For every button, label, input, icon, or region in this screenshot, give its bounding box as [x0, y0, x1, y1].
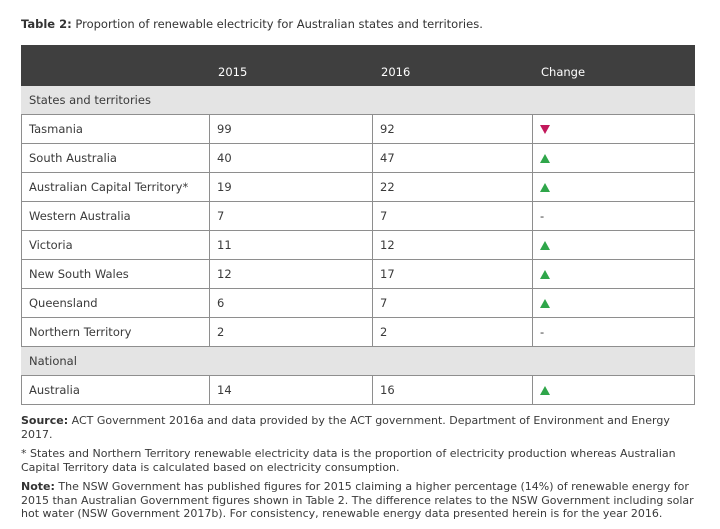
increase-triangle-icon [540, 183, 550, 192]
table-row [22, 318, 695, 347]
table-row [22, 115, 695, 144]
increase-triangle-icon [540, 241, 550, 250]
region-name-cell: New South Wales [22, 260, 210, 289]
value-2015-cell: 7 [210, 202, 373, 231]
table-row [22, 260, 695, 289]
change-cell [533, 144, 695, 173]
group-header-row [22, 347, 695, 376]
renewable-electricity-table [21, 45, 695, 405]
table-header-row [22, 46, 695, 86]
group-header-row [22, 86, 695, 115]
change-cell [533, 202, 695, 231]
value-2015-cell: 12 [210, 260, 373, 289]
region-name-cell: Victoria [22, 231, 210, 260]
increase-triangle-icon [540, 270, 550, 279]
table-row [22, 173, 695, 202]
no-change-dash: - [540, 209, 545, 223]
no-change-dash: - [540, 325, 545, 339]
region-name-cell: Tasmania [22, 115, 210, 144]
caption-text: Proportion of renewable electricity for Australian states and territories. [71, 17, 483, 31]
value-2016-cell: 2 [373, 318, 533, 347]
value-2015-cell: 2 [210, 318, 373, 347]
value-2016-cell: 7 [373, 289, 533, 318]
table-notes [21, 414, 701, 527]
change-cell [533, 115, 695, 144]
note-text: The NSW Government has published figures for 2015 claiming a higher percentage (14%) of renewable energy for 2015 than Australian Government figures shown in Table 2. The difference relates to the NSW Government including solar hot water (NSW Government 2017b). For consistency, renewable energy data presented herein is for the year 2016. [21, 480, 694, 520]
group-title: National [22, 347, 695, 376]
source-label: Source: [21, 414, 69, 427]
source-text: ACT Government 2016a and data provided by the ACT government. Department of Environment and Energy 2017. [21, 414, 670, 441]
header-cell-name [22, 46, 210, 86]
table-row [22, 231, 695, 260]
header-cell-2015: 2015 [210, 46, 373, 86]
value-2015-cell: 14 [210, 376, 373, 405]
table-row [22, 289, 695, 318]
nsw-note [21, 480, 701, 521]
increase-triangle-icon [540, 299, 550, 308]
change-cell [533, 231, 695, 260]
region-name-cell: Northern Territory [22, 318, 210, 347]
value-2016-cell: 17 [373, 260, 533, 289]
group-title: States and territories [22, 86, 695, 115]
value-2016-cell: 22 [373, 173, 533, 202]
source-note [21, 414, 701, 441]
table-row [22, 376, 695, 405]
value-2016-cell: 16 [373, 376, 533, 405]
region-name-cell: Australia [22, 376, 210, 405]
value-2016-cell: 47 [373, 144, 533, 173]
change-cell [533, 376, 695, 405]
region-name-cell: Western Australia [22, 202, 210, 231]
value-2015-cell: 11 [210, 231, 373, 260]
value-2016-cell: 12 [373, 231, 533, 260]
value-2015-cell: 99 [210, 115, 373, 144]
table-row [22, 202, 695, 231]
value-2016-cell: 7 [373, 202, 533, 231]
value-2015-cell: 19 [210, 173, 373, 202]
decrease-triangle-icon [540, 125, 550, 134]
change-cell [533, 260, 695, 289]
region-name-cell: Australian Capital Territory* [22, 173, 210, 202]
table-row [22, 144, 695, 173]
caption-label: Table 2: [21, 17, 72, 31]
increase-triangle-icon [540, 386, 550, 395]
table-caption [21, 17, 483, 31]
change-cell [533, 318, 695, 347]
header-cell-2016: 2016 [373, 46, 533, 86]
value-2015-cell: 40 [210, 144, 373, 173]
note-label: Note: [21, 480, 55, 493]
change-cell [533, 289, 695, 318]
footnote: * States and Northern Territory renewable electricity data is the proportion of electricity production whereas Australian Capital Territory data is calculated based on electricity consumption. [21, 447, 676, 474]
increase-triangle-icon [540, 154, 550, 163]
value-2016-cell: 92 [373, 115, 533, 144]
value-2015-cell: 6 [210, 289, 373, 318]
header-cell-change: Change [533, 46, 695, 86]
region-name-cell: Queensland [22, 289, 210, 318]
region-name-cell: South Australia [22, 144, 210, 173]
change-cell [533, 173, 695, 202]
